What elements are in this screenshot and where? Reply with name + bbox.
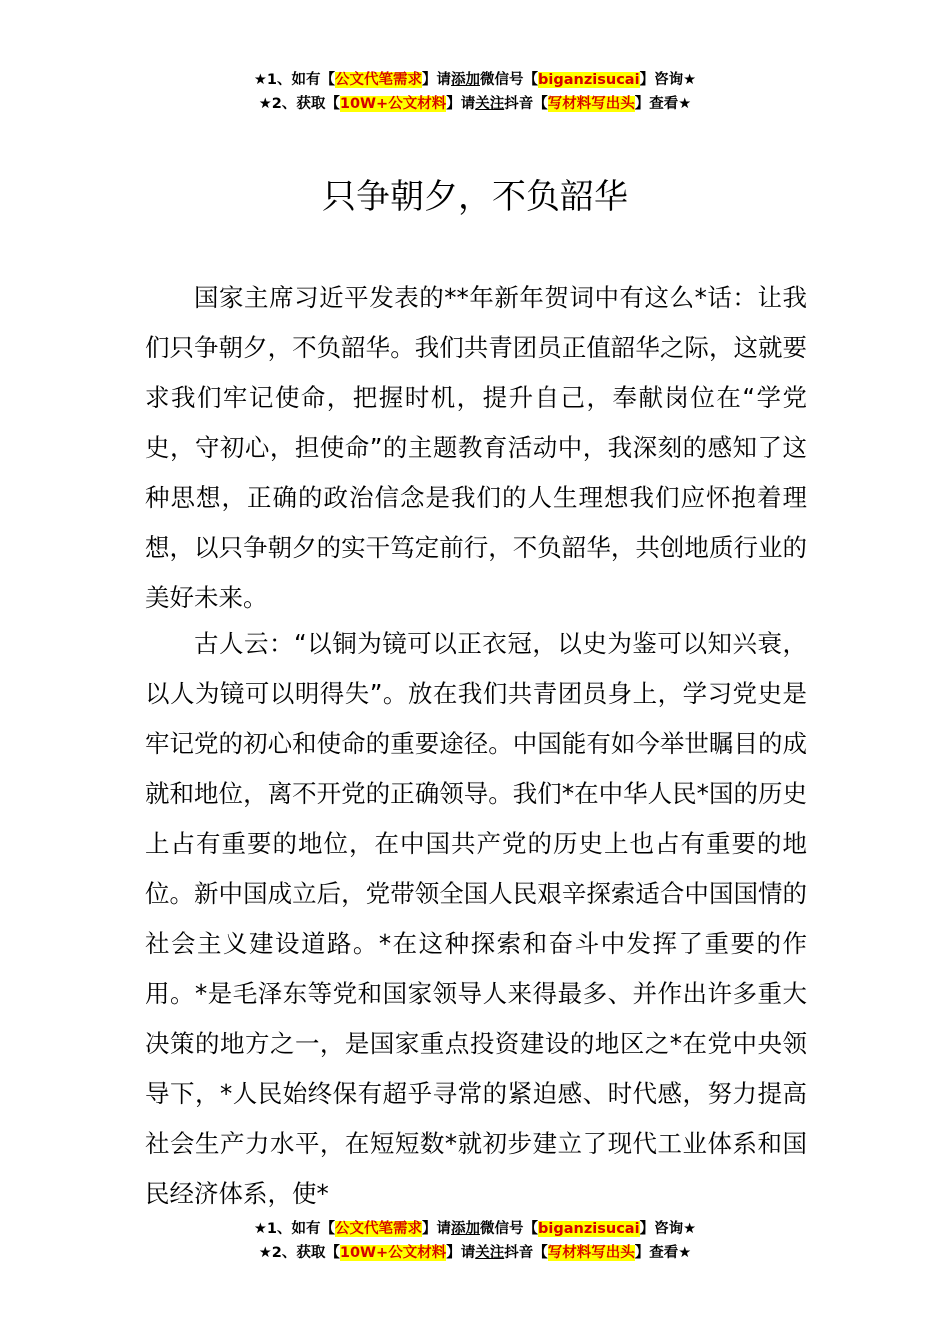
highlight-materials: 10W+公文材料 [339,96,447,112]
footer-line-1: ★1、如有【公文代笔需求】请添加微信号【biganzisucai】咨询★ [253,1221,697,1237]
footer-line-2: ★2、获取【10W+公文材料】请关注抖音【写材料写出头】查看★ [258,1245,692,1261]
paragraph-1: 国家主席习近平发表的**年新年贺词中有这么*话：让我们只争朝夕，不负韶华。我们共青团员正值韶华之际，这就要求我们牢记使命，把握时机，提升自己，奉献岗位在“学党史，守初心，担使命”的主题教育活动中，我深刻的感知了这种思想，正确的政治信念是我们的人生理想我们应怀抱着理想，以只争朝夕的实干笃定前行，不负韶华，共创地质行业的美好未来。 [145,283,807,612]
paragraph-2-container [145,619,807,1219]
highlight-douyin-id: 写材料写出头 [547,96,635,112]
footer-banner [0,1217,950,1265]
paragraph-2: 古人云：“以铜为镜可以正衣冠，以史为鉴可以知兴衰，以人为镜可以明得失”。放在我们共青团员身上，学习党史是牢记党的初心和使命的重要途径。中国能有如今举世瞩目的成就和地位，离不开党的正确领导。我们*在中华人民*国的历史上占有重要的地位，在中国共产党的历史上也占有重要的地位。新中国成立后，党带领全国人民艰辛探索适合中国国情的社会主义建设道路。*在这种探索和奋斗中发挥了重要的作用。*是毛泽东等党和国家领导人来得最多、并作出许多重大决策的地方之一，是国家重点投资建设的地区之*在党中央领导下，*人民始终保有超乎寻常的紧迫感、时代感，努力提高社会生产力水平，在短短数*就初步建立了现代工业体系和国民经济体系，使* [145,629,807,1208]
footer-highlight-materials: 10W+公文材料 [339,1245,447,1261]
banner-line-1: ★1、如有【公文代笔需求】请添加微信号【biganzisucai】咨询★ [253,72,697,88]
document-title: 只争朝夕，不负韶华 [322,177,628,217]
highlight-ghostwriting: 公文代笔需求 [335,72,423,88]
header-banner [0,68,950,116]
footer-highlight-wechat-id: biganzisucai [538,1221,640,1237]
banner-line-2: ★2、获取【10W+公文材料】请关注抖音【写材料写出头】查看★ [258,96,692,112]
paragraph-1-container [145,273,807,623]
footer-highlight-ghostwriting: 公文代笔需求 [335,1221,423,1237]
footer-highlight-douyin-id: 写材料写出头 [547,1245,635,1261]
highlight-wechat-id: biganzisucai [538,72,640,88]
